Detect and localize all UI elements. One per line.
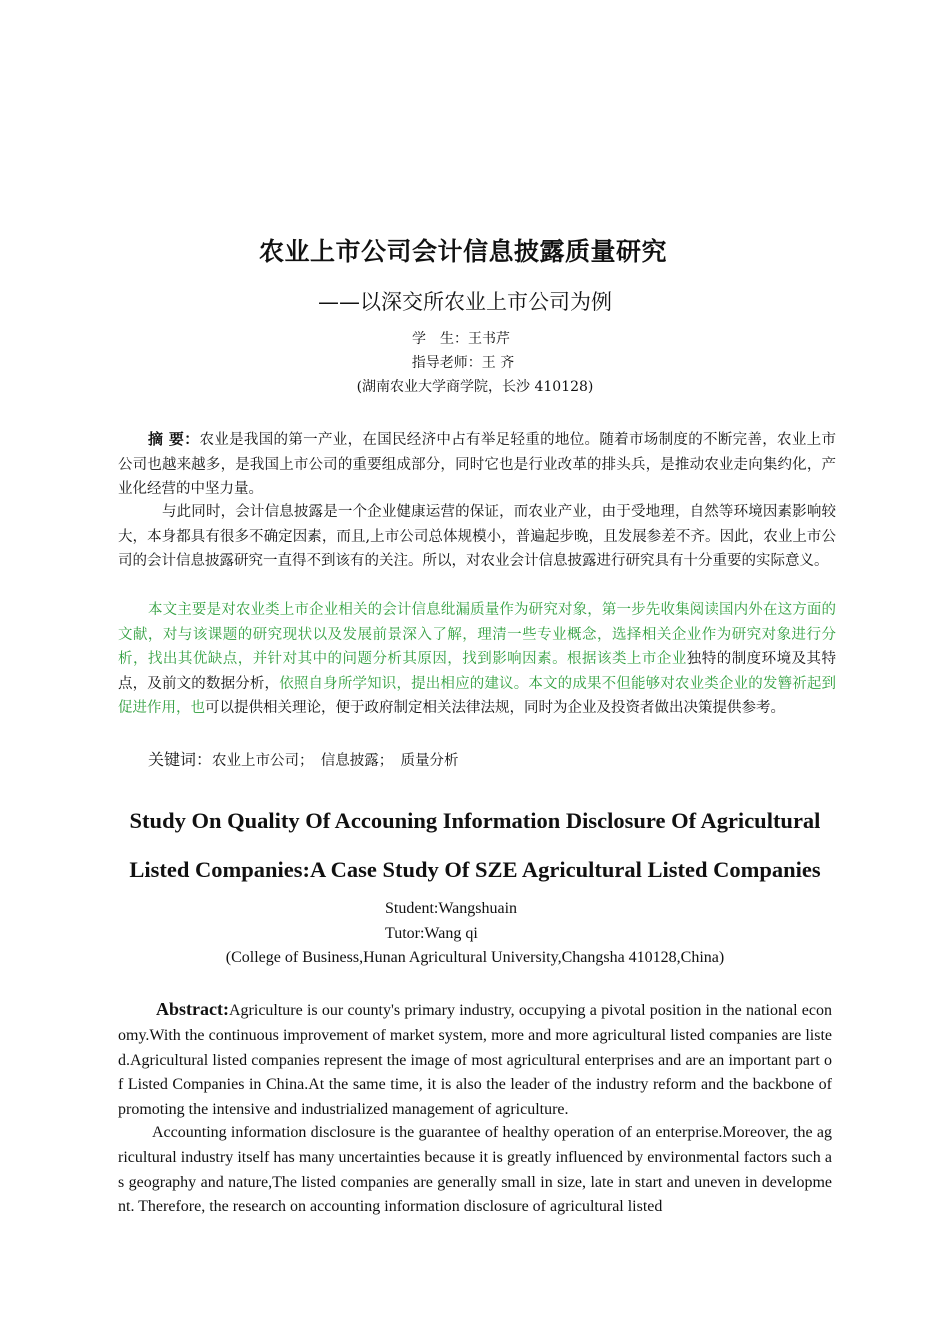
tutor-name-cn: 指导老师：王 齐: [411, 355, 515, 371]
abstract-cn-paragraph-2: 与此同时，会计信息披露是一个企业健康运营的保证，而农业产业，由于受地理，自然等环境因素影响较大，本身都具有很多不确定因素，而且,上市公司总体规模小，普遍起步晚，且发展参差不齐。因此，农业上市公司的会计信息披露研究一直得不到该有的关注。所以，对农业会计信息披露进行研究具有十分重要的实际意义。: [118, 504, 836, 570]
tutor-name-en: Tutor:Wang qi: [385, 925, 478, 942]
chinese-title: 农业上市公司会计信息披露质量研究: [258, 237, 667, 266]
abstract-en-paragraph-2: Accounting information disclosure is the guarantee of healthy operation of an enterprise.Moreover, the agricultural industry itself has many uncertainties because it is greatly influenced by environmental factors such as geography and nature,The listed companies are generally small in size, late in start and uneven in development. Therefore, the research on accounting information disclosure of agricultural listed: [118, 1124, 832, 1216]
abstract-en-label: Abstract:: [156, 999, 229, 1019]
abstract-cn-label: 摘 要：: [148, 430, 200, 448]
abstract-cn-paragraph-1: [118, 427, 836, 502]
abstract-en-paragraph-1: [118, 997, 832, 1123]
abstract-cn-text-3b: 可以提供相关理论，便于政府制定相关法律法规，同时为企业及投资者做出决策提供参考。: [205, 700, 785, 717]
abstract-cn-highlight-2: 依照自身所学知识，提出相应的建议。本文的成果不但能够对农业类企业的发簪祈起到促进作用，也: [118, 675, 836, 717]
student-name-en: Student:Wangshuain: [385, 900, 518, 917]
student-name-cn: 学 生：王书芹: [412, 331, 510, 347]
keywords-cn: [118, 748, 836, 774]
abstract-cn-text-3a: 独特的制度环境及其特点，及前文的数据分析，: [118, 651, 837, 692]
keywords-cn-value: 农业上市公司； 信息披露； 质量分析: [212, 753, 459, 769]
abstract-cn-highlight-1: 本文主要是对农业类上市企业相关的会计信息纰漏质量作为研究对象，第一步先收集阅读国内外在这方面的文献，对与该课题的研究现状以及发展前景深入了解，理清一些专业概念，选择相关企业作为研究对象进行分析，找出其优缺点，并针对其中的问题分析其原因，找到影响因素。根据该类上市企业: [118, 602, 836, 668]
affiliation-en: (College of Business,Hunan Agricultural University,Changsha 410128,China): [225, 949, 725, 966]
keywords-cn-label: 关键词：: [148, 750, 213, 769]
english-title-line-2: Listed Companies:A Case Study Of SZE Agricultural Listed Companies: [129, 857, 821, 882]
english-title-line-1: Study On Quality Of Accouning Information Disclosure Of Agricultural: [129, 808, 821, 833]
abstract-cn-paragraph-3: [118, 598, 836, 721]
abstract-cn-text-1: 农业是我国的第一产业，在国民经济中占有举足轻重的地位。随着市场制度的不断完善，农业上市公司也越来越多，是我国上市公司的重要组成部分，同时它也是行业改革的排头兵，是推动农业走向集约化，产业化经营的中坚力量。: [118, 432, 836, 498]
chinese-subtitle: ——以深交所农业上市公司为例: [318, 290, 612, 314]
abstract-en-text-1: Agriculture is our county's primary industry, occupying a pivotal position in the national economy.With the continuous improvement of market system, more and more agricultural listed companies are listed.Agricultural listed companies represent the image of most agricultural enterprises and are an important part of Listed Companies in China.At the same time, it is also the leader of the industry reform and the backbone of promoting the intensive and industrialized management of agriculture.: [118, 1002, 832, 1119]
affiliation-cn: (湖南农业大学商学院，长沙 410128): [356, 379, 594, 395]
